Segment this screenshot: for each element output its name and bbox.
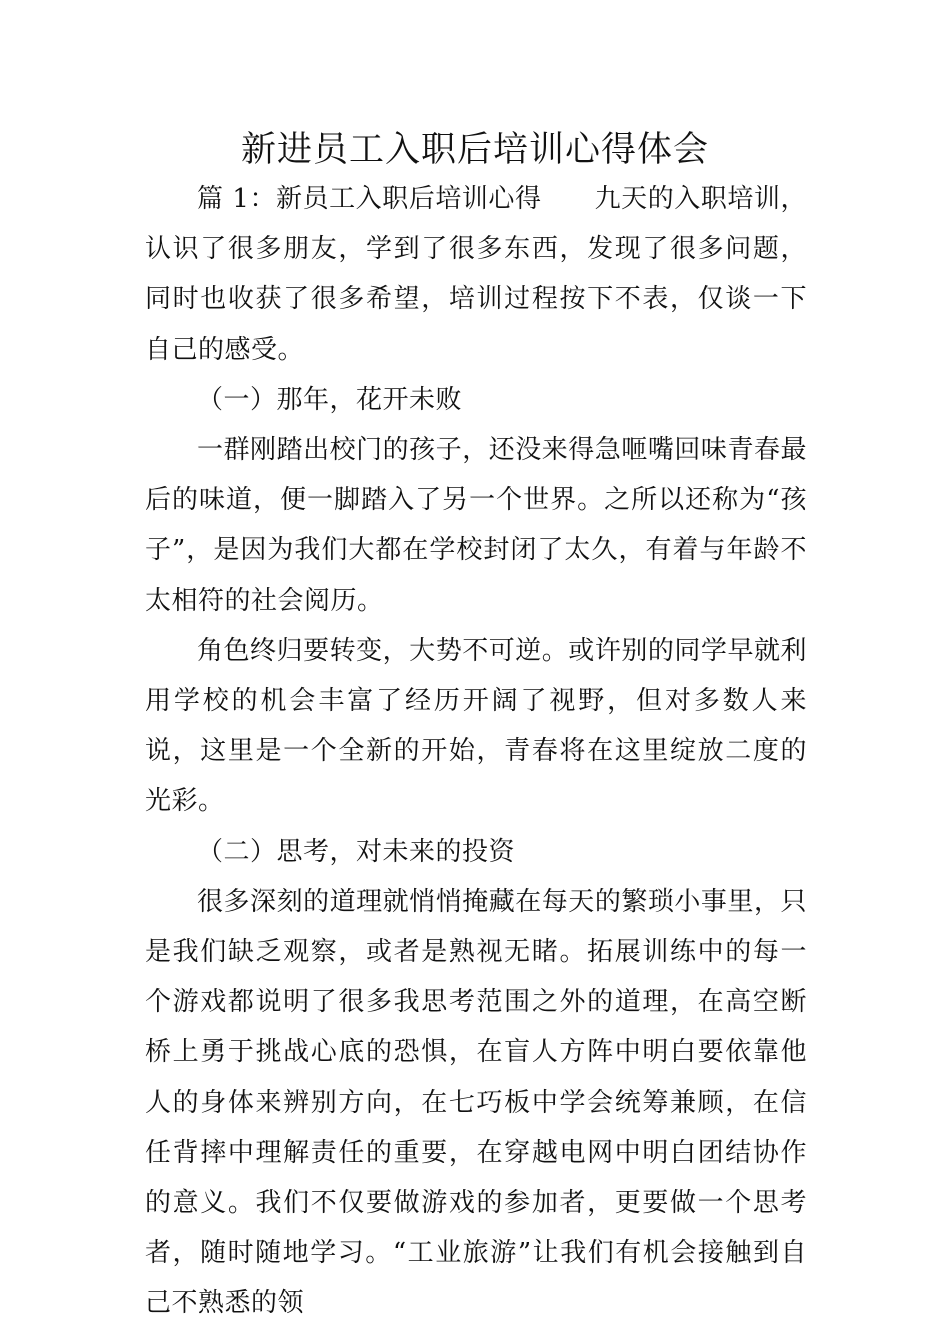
section-1-paragraph-1: 一群刚踏出校门的孩子，还没来得急咂嘴回味青春最后的味道，便一脚踏入了另一个世界。之所以还称为“孩子”，是因为我们大都在学校封闭了太久，有着与年龄不太相符的社会阅历。: [145, 435, 807, 616]
section-2-paragraph-1: 很多深刻的道理就悄悄掩藏在每天的繁琐小事里，只是我们缺乏观察，或者是熟视无睹。拓展训练中的每一个游戏都说明了很多我思考范围之外的道理，在高空断桥上勇于挑战心底的恐惧，在盲人方阵中明白要依靠他人的身体来辨别方向，在七巧板中学会统筹兼顾，在信任背摔中理解责任的重要，在穿越电网中明白团结协作的意义。我们不仅要做游戏的参加者，更要做一个思考者，随时随地学习。“工业旅游”让我们有机会接触到自己不熟悉的领: [145, 886, 807, 1319]
section-heading-2: （二）思考，对未来的投资: [197, 836, 516, 867]
document-body: [145, 174, 807, 1329]
intro-paragraph: 篇 1：新员工入职后培训心得 九天的入职培训，认识了很多朋友，学到了很多东西，发现了很多问题，同时也收获了很多希望，培训过程按下不表，仅谈一下自己的感受。: [145, 184, 807, 365]
section-1-paragraph-2: 角色终归要转变，大势不可逆。或许别的同学早就利用学校的机会丰富了经历开阔了视野，但对多数人来说，这里是一个全新的开始，青春将在这里绽放二度的光彩。: [145, 635, 807, 817]
section-heading-1: （一）那年，花开未败: [197, 384, 463, 415]
document-title: 新进员工入职后培训心得体会: [240, 130, 709, 170]
